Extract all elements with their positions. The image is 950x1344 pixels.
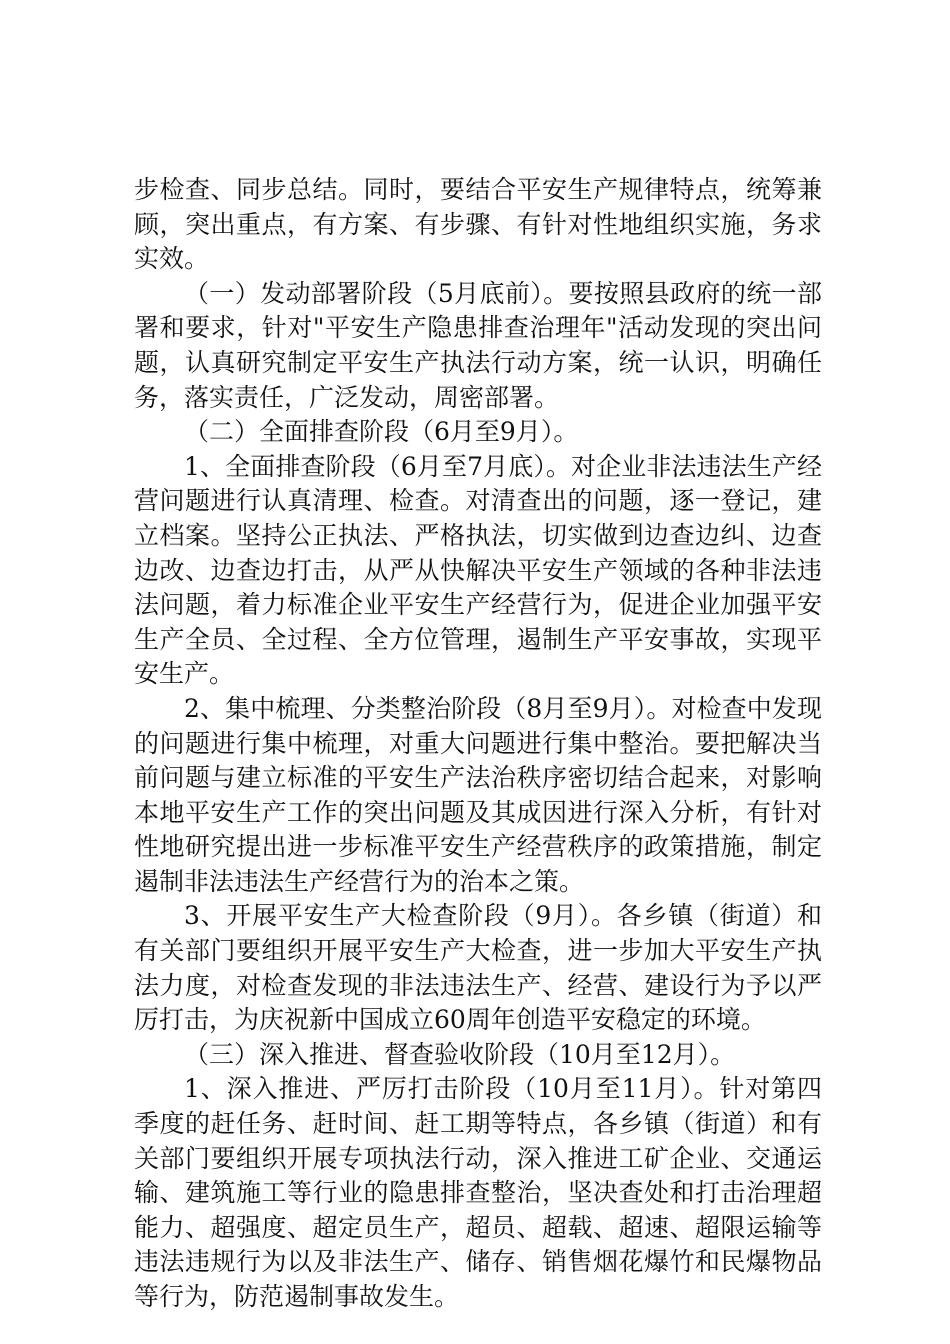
document-body	[134, 173, 822, 1315]
paragraph-continuation: 步检查、同步总结。同时，要结合平安生产规律特点，统筹兼顾，突出重点，有方案、有步骤、有针对性地组织实施，务求实效。	[134, 175, 822, 274]
paragraph-stage-two-item-1: 1、全面排查阶段（6月至7月底）。对企业非法违法生产经营问题进行认真清理、检查。对清查出的问题，逐一登记，建立档案。坚持公正执法、严格执法，切实做到边查边纠、边查边改、边查边打击，从严从快解决平安生产领域的各种非法违法问题，着力标准企业平安生产经营行为，促进企业加强平安生产全员、全过程、全方位管理，遏制生产平安事故，实现平安生产。	[134, 451, 822, 689]
paragraph-stage-two-heading: （二）全面排查阶段（6月至9月）。	[184, 417, 579, 447]
paragraph-stage-three-heading: （三）深入推进、督查验收阶段（10月至12月）。	[184, 1039, 736, 1069]
paragraph-stage-two-item-3: 3、开展平安生产大检查阶段（9月）。各乡镇（街道）和有关部门要组织开展平安生产大检查，进一步加大平安生产执法力度，对检查发现的非法违法生产、经营、建设行为予以严厉打击，为庆祝新中国成立60周年创造平安稳定的环境。	[134, 901, 822, 1035]
paragraph-stage-two-item-2: 2、集中梳理、分类整治阶段（8月至9月）。对检查中发现的问题进行集中梳理，对重大问题进行集中整治。要把解决当前问题与建立标准的平安生产法治秩序密切结合起来，对影响本地平安生产工作的突出问题及其成因进行深入分析，有针对性地研究提出进一步标准平安生产经营秩序的政策措施，制定遏制非法违法生产经营行为的治本之策。	[134, 693, 822, 896]
paragraph-stage-one: （一）发动部署阶段（5月底前）。要按照县政府的统一部署和要求，针对"平安生产隐患排查治理年"活动发现的突出问题，认真研究制定平安生产执法行动方案，统一认识，明确任务，落实责任，广泛发动，周密部署。	[134, 278, 822, 412]
paragraph-stage-three-item-1: 1、深入推进、严厉打击阶段（10月至11月）。针对第四季度的赶任务、赶时间、赶工期等特点，各乡镇（街道）和有关部门要组织开展专项执法行动，深入推进工矿企业、交通运输、建筑施工等行业的隐患排查整治，坚决查处和打击治理超能力、超强度、超定员生产，超员、超载、超速、超限运输等违法违规行为以及非法生产、储存、销售烟花爆竹和民爆物品等行为，防范遏制事故发生。	[134, 1074, 822, 1311]
